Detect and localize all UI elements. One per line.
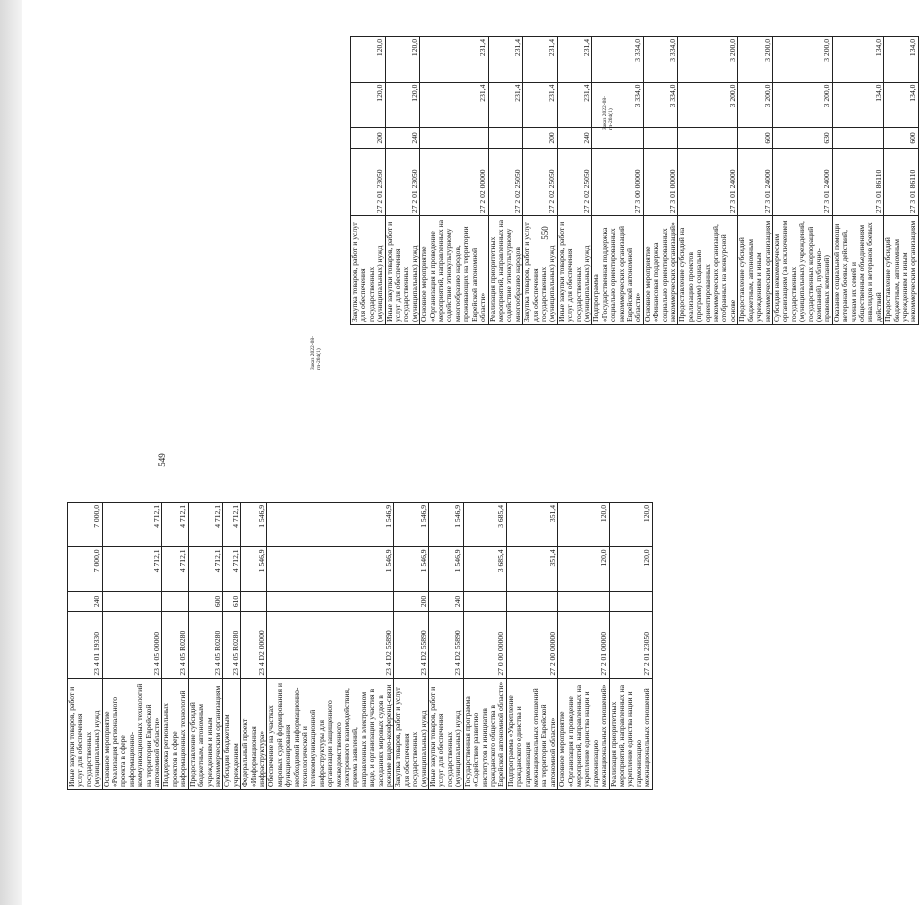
table-row [643,37,678,325]
right-page [340,0,918,905]
table-row [385,37,420,325]
row-amount-2022-cell: 231,4 [420,82,488,128]
row-code-cell: 23 4 D2 00000 [241,612,267,679]
row-amount-2023-cell: 120,0 [385,37,420,83]
row-amount-2023-cell: 120,0 [609,503,652,547]
table-row [488,37,523,325]
row-name-cell: Реализация приоритетных мероприятий, направленных на укрепление единства нации и гармонизацию межнациональных отношений [609,678,652,789]
row-amount-2022-cell: 3 200,0 [678,82,738,128]
row-vr-cell: 600 [738,128,773,149]
row-vr-cell [420,128,488,149]
row-name-cell: Федеральный проект «Информационная инфраструктура» [241,678,267,789]
row-amount-2022-cell: 4 712,1 [188,547,223,591]
table-row [738,37,773,325]
row-name-cell: Предоставление субсидий на реализацию проектов (программ) социально ориентированных некоммерческих организаций, отобранных на конкурсной основе [678,216,738,325]
row-code-cell: 27 2 02 25050 [488,148,523,215]
table-row [772,37,832,325]
row-amount-2022-cell: 134,0 [832,82,883,128]
row-amount-2023-cell: 134,0 [832,37,883,83]
row-name-cell: Подпрограмма «Укрепление гражданского единства и гармонизация межнациональных отношений на территории Еврейской автономной области» [506,678,557,789]
table-row [351,37,386,325]
row-code-cell: 23 4 05 R0280 [188,612,223,679]
row-vr-cell: 240 [557,128,592,149]
row-amount-2023-cell: 4 712,1 [162,503,188,547]
row-vr-cell [592,128,643,149]
scan-edge-shadow [0,0,22,905]
page-footer: Заказ 2022-08-гп-204(1) [310,336,322,370]
row-name-cell: Закупка товаров, работ и услуг для обеспечения государственных (муниципальных) нужд [394,678,429,789]
table-row [241,503,267,790]
table-row [162,503,188,790]
row-amount-2023-cell: 231,4 [523,37,558,83]
table-row [832,37,883,325]
row-name-cell: Основное мероприятие «Финансовая поддержка социально ориентированных некоммерческих организаций» [643,216,678,325]
page-footer: Заказ 2022-08-гп-204(1) [602,96,614,130]
page-number: 550 [539,226,550,240]
row-amount-2022-cell: 3 200,0 [772,82,832,128]
row-code-cell: 27 3 01 86110 [832,148,883,215]
row-amount-2023-cell: 7 000,0 [68,503,103,547]
row-code-cell: 23 4 05 R0280 [162,612,188,679]
row-amount-2023-cell: 1 546,9 [429,503,464,547]
row-code-cell: 27 3 01 24000 [738,148,773,215]
row-name-cell: Основное мероприятие «Организация и проведение мероприятий, направленных на укрепление единства нации и гармонизацию межнациональных отношений» [558,678,609,789]
row-name-cell: Реализация приоритетных мероприятий, направленных на содействие этнокультурному многообразию народов [488,216,523,325]
row-amount-2022-cell: 4 712,1 [223,547,241,591]
row-name-cell: Иные закупки товаров, работ и услуг для обеспечения государственных (муниципальных) нужд [429,678,464,789]
row-amount-2022-cell: 351,4 [506,547,557,591]
row-code-cell: 23 4 01 19330 [68,612,103,679]
row-name-cell: Оказание социальной помощи ветеранам боевых действий, членам их семей и общественным объединениям инвалидов и ветеранов боевых действий [832,216,883,325]
row-vr-cell: 600 [884,128,919,149]
row-amount-2022-cell: 231,4 [557,82,592,128]
row-amount-2023-cell: 3 200,0 [772,37,832,83]
row-vr-cell: 240 [429,591,464,611]
row-name-cell: Поддержка региональных проектов в сфере информационных технологий [162,678,188,789]
row-amount-2023-cell: 4 712,1 [188,503,223,547]
row-code-cell: 27 2 02 25050 [523,148,558,215]
table-row [223,503,241,790]
row-amount-2022-cell: 3 334,0 [643,82,678,128]
row-name-cell: Субсидии бюджетным учреждениям [223,678,241,789]
row-name-cell: Субсидии некоммерческим организациям (за исключением государственных (муниципальных) учреждений, государственных корпораций (компаний), публично-правовых компаний) [772,216,832,325]
row-vr-cell: 200 [394,591,429,611]
row-amount-2022-cell: 3 685,4 [463,547,506,591]
row-amount-2022-cell: 231,4 [488,82,523,128]
row-code-cell: 27 2 02 25050 [557,148,592,215]
row-amount-2022-cell: 1 546,9 [429,547,464,591]
row-code-cell: 27 2 02 00000 [420,148,488,215]
row-code-cell: 27 2 01 23050 [351,148,386,215]
row-vr-cell [162,591,188,611]
row-vr-cell [678,128,738,149]
row-vr-cell: 200 [523,128,558,149]
row-code-cell: 27 3 01 24000 [772,148,832,215]
row-code-cell: 23 4 D2 55890 [267,612,394,679]
row-name-cell: Иные закупки товаров, работ и услуг для обеспечения государственных (муниципальных) нужд [385,216,420,325]
row-name-cell: Закупка товаров, работ и услуг для обеспечения государственных (муниципальных) нужд [351,216,386,325]
table-row [102,503,162,790]
row-amount-2022-cell: 134,0 [884,82,919,128]
row-vr-cell: 610 [223,591,241,611]
row-amount-2023-cell: 231,4 [420,37,488,83]
row-amount-2023-cell: 3 685,4 [463,503,506,547]
row-amount-2023-cell: 231,4 [488,37,523,83]
row-amount-2022-cell: 3 200,0 [738,82,773,128]
row-vr-cell [102,591,162,611]
table-row [420,37,488,325]
row-amount-2023-cell: 351,4 [506,503,557,547]
row-amount-2023-cell: 3 200,0 [738,37,773,83]
row-amount-2022-cell: 231,4 [523,82,558,128]
row-amount-2022-cell: 3 334,0 [592,82,643,128]
row-amount-2022-cell: 120,0 [351,82,386,128]
row-amount-2023-cell: 120,0 [558,503,609,547]
table-row [592,37,643,325]
row-vr-cell [832,128,883,149]
row-amount-2023-cell: 1 546,9 [241,503,267,547]
row-code-cell: 27 2 01 23050 [609,612,652,679]
table-row [188,503,223,790]
table-row [68,503,103,790]
row-name-cell: Подпрограмма «Государственная поддержка социально ориентированных некоммерческих организаций Еврейской автономной области» [592,216,643,325]
row-code-cell: 23 4 05 00000 [102,612,162,679]
row-amount-2022-cell: 120,0 [385,82,420,128]
row-name-cell: Предоставление субсидий бюджетным, автономным учреждениям и иным некоммерческим организациям [188,678,223,789]
row-name-cell: Обеспечение на участках мировых судей формирования и функционирования необходимой информационно-технологической и телекоммуникационной инфраструктуры для организации защищенного межведомственного электронного взаимодействия, приема заявлений, направленных в электронном виде, и организации участия в заседаниях мировых судов в режиме видео-конференц-связи [267,678,394,789]
row-code-cell: 27 3 01 00000 [643,148,678,215]
row-amount-2022-cell: 7 000,0 [68,547,103,591]
table-row [884,37,919,325]
row-amount-2022-cell: 4 712,1 [102,547,162,591]
row-amount-2023-cell: 120,0 [351,37,386,83]
row-code-cell: 27 2 00 00000 [506,612,557,679]
row-code-cell: 27 0 00 00000 [463,612,506,679]
row-amount-2022-cell: 1 546,9 [394,547,429,591]
table-row [557,37,592,325]
row-amount-2023-cell: 3 334,0 [592,37,643,83]
table-row [678,37,738,325]
row-amount-2022-cell: 120,0 [609,547,652,591]
row-amount-2022-cell: 1 546,9 [241,547,267,591]
row-name-cell: Предоставление субсидий бюджетным, автономным учреждениям и иным некоммерческим организациям [738,216,773,325]
row-code-cell: 27 2 01 23050 [385,148,420,215]
row-vr-cell: 240 [68,591,103,611]
row-code-cell: 27 3 00 00000 [592,148,643,215]
row-name-cell: Государственная программа «Содействие развитию институтов и инициатив гражданского общества в Еврейской автономной области» [463,678,506,789]
row-name-cell: Основное мероприятие «Реализация регионального проекта в сфере информационно-коммуникационных технологий на территории Еврейской автономной области» [102,678,162,789]
row-amount-2023-cell: 134,0 [884,37,919,83]
row-amount-2022-cell: 4 712,1 [162,547,188,591]
row-name-cell: Закупка товаров, работ и услуг для обеспечения государственных (муниципальных) нужд [523,216,558,325]
row-vr-cell [241,591,267,611]
row-name-cell: Основное мероприятие «Организация и проведение мероприятий, направленных на содействие этнокультурному многообразию народов, проживающих на территории Еврейской автономной области» [420,216,488,325]
row-amount-2023-cell: 1 546,9 [394,503,429,547]
row-amount-2023-cell: 231,4 [557,37,592,83]
row-amount-2023-cell: 3 334,0 [643,37,678,83]
row-code-cell: 23 4 05 R0280 [223,612,241,679]
row-vr-cell [643,128,678,149]
row-amount-2022-cell: 120,0 [558,547,609,591]
row-name-cell: Иные закупки товаров, работ и услуг для обеспечения государственных (муниципальных) нужд [68,678,103,789]
page-number: 549 [156,453,167,467]
row-name-cell: Предоставление субсидий бюджетным, автономным учреждениям и иным некоммерческим организациям [884,216,919,325]
row-vr-cell [488,128,523,149]
row-code-cell: 23 4 D2 55890 [394,612,429,679]
row-code-cell: 27 3 01 86110 [884,148,919,215]
row-amount-2023-cell: 4 712,1 [102,503,162,547]
row-code-cell: 23 4 D2 55890 [429,612,464,679]
row-vr-cell: 630 [772,128,832,149]
row-code-cell: 27 2 01 00000 [558,612,609,679]
row-amount-2023-cell: 3 200,0 [678,37,738,83]
row-vr-cell: 240 [385,128,420,149]
row-name-cell: Иные закупки товаров, работ и услуг для обеспечения государственных (муниципальных) нужд [557,216,592,325]
row-amount-2022-cell: 1 546,9 [267,547,394,591]
table-row [523,37,558,325]
row-code-cell: 27 3 01 24000 [678,148,738,215]
row-vr-cell: 200 [351,128,386,149]
row-vr-cell: 600 [188,591,223,611]
budget-table-right [350,36,919,325]
row-amount-2023-cell: 1 546,9 [267,503,394,547]
row-amount-2023-cell: 4 712,1 [223,503,241,547]
